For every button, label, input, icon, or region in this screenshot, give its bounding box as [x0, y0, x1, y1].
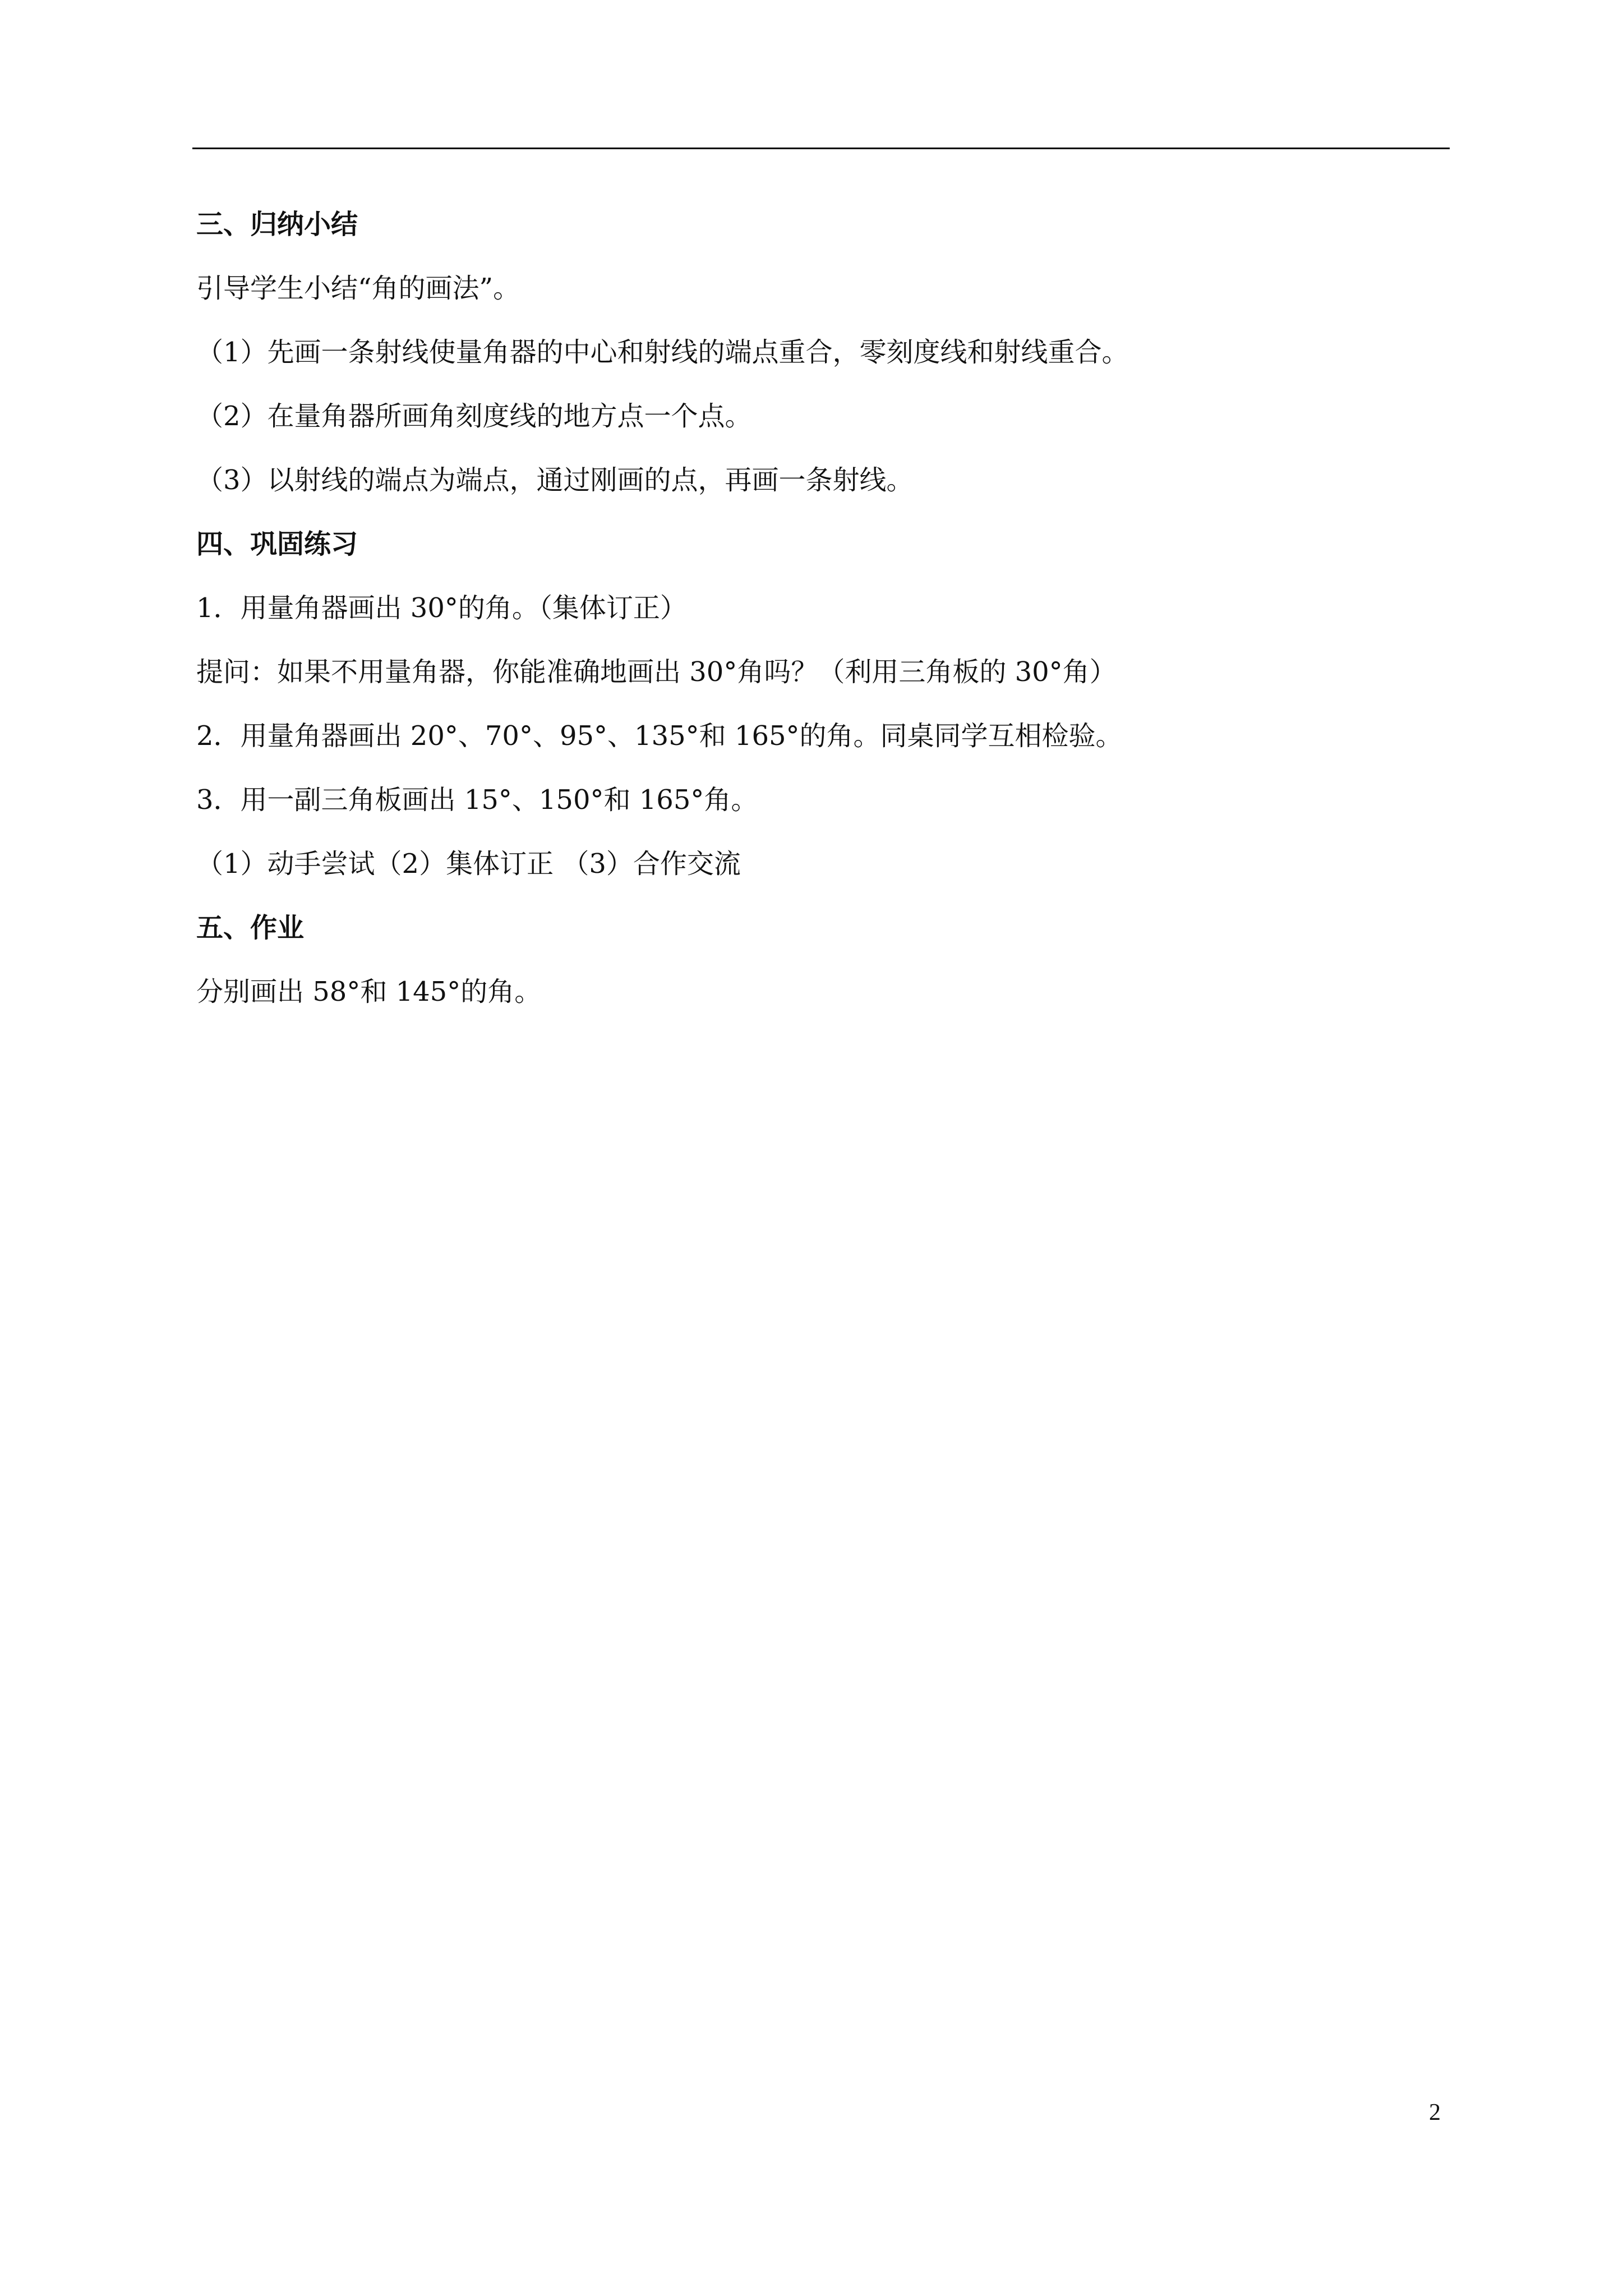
exercise-1: 1．用量角器画出 30°的角。（集体订正） [196, 592, 687, 624]
list-item-step-3: （3）以射线的端点为端点，通过刚画的点，再画一条射线。 [196, 464, 914, 496]
exercise-2: 2．用量角器画出 20°、70°、95°、135°和 165°的角。同桌同学互相检验。 [196, 720, 1123, 752]
header-rule [192, 148, 1450, 149]
section-heading-practice: 四、巩固练习 [196, 528, 358, 560]
page-number: 2 [1429, 2100, 1441, 2125]
paragraph-summary-intro: 引导学生小结“角的画法”。 [196, 273, 520, 304]
list-item-step-2: （2）在量角器所画角刻度线的地方点一个点。 [196, 401, 752, 432]
homework-text: 分别画出 58°和 145°的角。 [196, 976, 542, 1007]
section-heading-summary: 三、归纳小结 [196, 209, 358, 240]
list-item-step-1: （1）先画一条射线使量角器的中心和射线的端点重合，零刻度线和射线重合。 [196, 337, 1129, 368]
exercise-1-question: 提问：如果不用量角器，你能准确地画出 30°角吗？（利用三角板的 30°角） [196, 656, 1117, 688]
section-heading-homework: 五、作业 [196, 912, 305, 944]
document-body [196, 208, 1441, 1039]
exercise-3-steps: （1）动手尝试（2）集体订正 （3）合作交流 [196, 848, 741, 880]
exercise-3: 3．用一副三角板画出 15°、150°和 165°角。 [196, 784, 758, 816]
